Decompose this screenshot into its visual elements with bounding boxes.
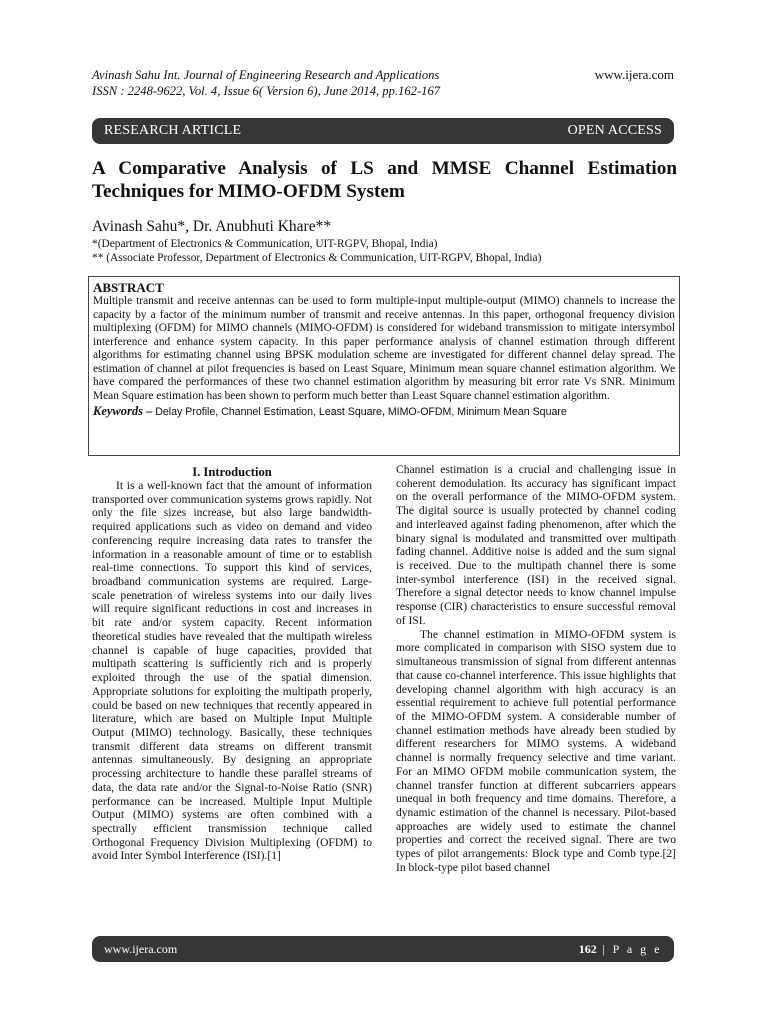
footer-page-info bbox=[579, 942, 662, 957]
keywords-label: Keywords – bbox=[93, 404, 153, 418]
keywords-line bbox=[93, 404, 675, 420]
intro-paragraph-1: It is a well-known fact that the amount of information transported over communication systems grows rapidly. Not only the file sizes increase, but also large bandwidth-required applications such as video on demand and video conferencing require increasing data rates to transfer the information in a reasonable amount of time or to establish real-time connections. To support this kind of services, broadband communication systems are required. Large-scale penetration of wireless systems into our daily lives will require significant reductions in cost and increases in bit rate and/or system capacity. Recent information theoretical studies have revealed that the multipath wireless channel is capable of huge capacities, provided that multipath scattering is sufficiently rich and is properly exploited through the use of the spatial dimension. Appropriate solutions for exploiting the multipath properly, could be based on new techniques that recently appeared in literature, which are based on Multiple Input Multiple Output (MIMO) technology. Basically, these techniques transmit different data streams on different transmit antennas simultaneously. By designing an appropriate processing architecture to handle these parallel streams of data, the data rate and/or the Signal-to-Noise Ratio (SNR) performance can be increased. Multiple Input Multiple Output (MIMO) systems are often combined with a spectrally efficient transmission technique called Orthogonal Frequency Division Multiplexing (OFDM) to avoid Inter Symbol Interference (ISI).[1] bbox=[92, 480, 372, 863]
open-access-label: OPEN ACCESS bbox=[567, 123, 662, 138]
abstract-text: Multiple transmit and receive antennas can be used to form multiple-input multiple-output (MIMO) channels to increase the capacity by a factor of the minimum number of transmit and receive antennas. In this paper, orthogonal frequency division multiplexing (OFDM) for MIMO channels (MIMO-OFDM) is considered for wideband transmission to mitigate intersymbol interference and enhance system capacity. In this paper performance analysis of channel estimation through different algorithms for estimating channel using BPSK modulation scheme are investigated for different channel delay spread. The estimation of channel at pilot frequencies is based on Least Square, Minimum mean square channel estimation algorithm. We have compared the performances of these two channel estimation algorithm by measuring bit error rate Vs SNR. Minimum Mean Square estimation has been shown to perform much better than Least Square channel estimation algorithm. bbox=[93, 295, 675, 402]
left-column bbox=[92, 464, 372, 864]
paper-title: A Comparative Analysis of LS and MMSE Channel Estimation Techniques for MIMO-OFDM System bbox=[92, 158, 677, 202]
intro-paragraph-3: The channel estimation in MIMO-OFDM system is more complicated in comparison with SISO system due to simultaneous transmission of signal from different antennas that cause co-channel interference. This issue highlights that developing channel algorithm with high accuracy is an essential requirement to achieve full potential performance of the MIMO-OFDM system. A considerable number of channel estimation methods have already been studied by different researchers for MIMO systems. A wideband channel is normally frequency selective and time variant. For an MIMO OFDM mobile communication system, the channel transfer function at different subcarriers appears unequal in both frequency and time domains. Therefore, a dynamic estimation of the channel is necessary. Pilot-based approaches are widely used to estimate the channel properties and correct the received signal. There are two types of pilot arrangements: Block type and Comb type.[2] In block-type pilot based channel bbox=[396, 628, 676, 874]
author-affiliation-2: ** (Associate Professor, Department of Electronics & Communication, UIT-RGPV, Bhopal, India) bbox=[92, 252, 542, 264]
right-column bbox=[396, 464, 676, 876]
journal-citation-line2: ISSN : 2248-9622, Vol. 4, Issue 6( Version 6), June 2014, pp.162-167 bbox=[92, 84, 441, 98]
research-article-label: RESEARCH ARTICLE bbox=[104, 123, 242, 138]
author-affiliation-1: *(Department of Electronics & Communication, UIT-RGPV, Bhopal, India) bbox=[92, 238, 438, 250]
footer-website-link[interactable]: www.ijera.com bbox=[104, 941, 178, 956]
intro-paragraph-2: Channel estimation is a crucial and challenging issue in coherent demodulation. Its accuracy has significant impact on the overall performance of the MIMO-OFDM system. The digital source is usually protected by channel coding and interleaved against fading phenomenon, after which the binary signal is modulated and transmitted over multipath fading channel. Additive noise is added and the sum signal is received. Due to the multipath channel there is some inter-symbol interference (ISI) in the received signal. Therefore a signal detector needs to know channel impulse response (CIR) characteristics to ensure successful removal of ISI. bbox=[396, 464, 676, 627]
abstract-heading: ABSTRACT bbox=[93, 280, 164, 295]
page-footer bbox=[92, 936, 674, 962]
page-label: | P a g e bbox=[596, 941, 662, 956]
page-number: 162 bbox=[578, 941, 597, 956]
article-type-banner bbox=[92, 118, 674, 144]
paper-authors: Avinash Sahu*, Dr. Anubhuti Khare** bbox=[92, 218, 332, 235]
keywords-list: Delay Profile, Channel Estimation, Least Square, MIMO-OFDM, Minimum Mean Square bbox=[155, 406, 567, 418]
section-heading-introduction: I. Introduction bbox=[192, 465, 272, 479]
journal-header bbox=[92, 67, 674, 99]
journal-website-link[interactable]: www.ijera.com bbox=[594, 67, 674, 82]
abstract-section bbox=[88, 276, 680, 456]
journal-citation-line1: Avinash Sahu Int. Journal of Engineering Research and Applications bbox=[92, 68, 440, 82]
